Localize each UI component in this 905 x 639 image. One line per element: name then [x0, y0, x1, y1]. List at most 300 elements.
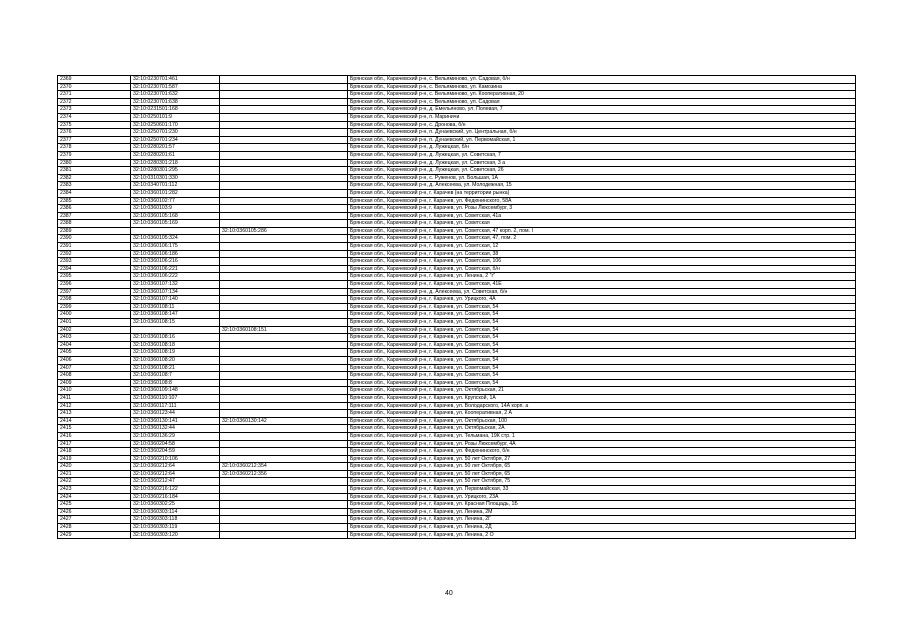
cadastral-number-cell: 32:10:0340701:112: [131, 182, 220, 190]
table-row: [58, 508, 856, 516]
address-cell: Брянская обл., Карачевский р-н, д. Алексеева, ул. Молодежная, 15: [348, 182, 856, 190]
room-cadastral-number-cell: [220, 167, 348, 175]
table-row: [58, 349, 856, 357]
room-cadastral-number-cell: 32:10:0360108:151: [220, 326, 348, 334]
row-number-cell: 2398: [58, 296, 131, 304]
cadastral-number-cell: 32:10:0360109:148: [131, 387, 220, 395]
cadastral-number-cell: 32:10:0230701:587: [131, 83, 220, 91]
address-cell: Брянская обл., Карачевский р-н, г. Карачев, ул. Советская, 54: [348, 311, 856, 319]
table-row: [58, 387, 856, 395]
row-number-cell: 2373: [58, 106, 131, 114]
row-number-cell: 2391: [58, 243, 131, 251]
address-cell: Брянская обл., Карачевский р-н, г. Карачев, ул. Советская, 47 корп. 2, пом. I: [348, 227, 856, 235]
table-row: [58, 174, 856, 182]
table-row: [58, 470, 856, 478]
table-row: [58, 205, 856, 213]
cadastral-number-cell: 32:10:0250701:234: [131, 136, 220, 144]
table-row: [58, 144, 856, 152]
room-cadastral-number-cell: [220, 182, 348, 190]
room-cadastral-number-cell: [220, 341, 348, 349]
room-cadastral-number-cell: [220, 91, 348, 99]
table-row: [58, 258, 856, 266]
row-number-cell: 2386: [58, 205, 131, 213]
address-cell: Брянская обл., Карачевский р-н, с. Вельяминово, ул. Садовая, б/н: [348, 76, 856, 84]
room-cadastral-number-cell: [220, 501, 348, 509]
row-number-cell: 2416: [58, 432, 131, 440]
table-row: [58, 250, 856, 258]
row-number-cell: 2380: [58, 159, 131, 167]
table-row: [58, 265, 856, 273]
row-number-cell: 2379: [58, 151, 131, 159]
room-cadastral-number-cell: 32:10:0360130:142: [220, 417, 348, 425]
cadastral-number-cell: 32:10:0360302:25: [131, 501, 220, 509]
table-row: [58, 98, 856, 106]
address-cell: Брянская обл., Карачевский р-н, г. Карачев, ул. Ленина, 2М: [348, 508, 856, 516]
room-cadastral-number-cell: [220, 394, 348, 402]
row-number-cell: 2408: [58, 372, 131, 380]
cadastral-number-cell: 32:10:0360107:140: [131, 296, 220, 304]
table-row: [58, 197, 856, 205]
row-number-cell: 2428: [58, 524, 131, 532]
room-cadastral-number-cell: [220, 372, 348, 380]
cadastral-number-cell: 32:10:0360106:216: [131, 258, 220, 266]
row-number-cell: 2371: [58, 91, 131, 99]
room-cadastral-number-cell: 32:10:0360105:286: [220, 227, 348, 235]
table-row: [58, 319, 856, 327]
address-cell: Брянская обл., Карачевский р-н, г. Карачев, ул. Советская, 54: [348, 379, 856, 387]
row-number-cell: 2402: [58, 326, 131, 334]
room-cadastral-number-cell: [220, 243, 348, 251]
address-cell: Брянская обл., Карачевский р-н, д. Емельяново, ул. Полевая, 7: [348, 106, 856, 114]
address-cell: Брянская обл., Карачевский р-н, г. Карачев, ул. Советская, 47, пом. 2: [348, 235, 856, 243]
table-row: [58, 311, 856, 319]
row-number-cell: 2417: [58, 440, 131, 448]
address-cell: Брянская обл., Карачевский р-н, г. Карачев, ул. Кооперативная, 2 А: [348, 410, 856, 418]
cadastral-number-cell: 32:10:0360212:64: [131, 470, 220, 478]
address-cell: Брянская обл., Карачевский р-н, г. Карачев, ул. Советская, 54: [348, 356, 856, 364]
address-cell: Брянская обл., Карачевский р-н, г. Карачев, ул. Урицкого, 4А: [348, 296, 856, 304]
row-number-cell: 2406: [58, 356, 131, 364]
address-cell: Брянская обл., Карачевский р-н, д. Лужецкая, ул. Советская, 7: [348, 151, 856, 159]
table-row: [58, 167, 856, 175]
table-row: [58, 76, 856, 84]
address-cell: Брянская обл., Карачевский р-н, г. Карачев, ул. Советская, 54: [348, 372, 856, 380]
table-row: [58, 151, 856, 159]
row-number-cell: 2378: [58, 144, 131, 152]
cadastral-number-cell: 32:10:0360105:169: [131, 220, 220, 228]
cadastral-number-cell: 32:10:0360106:222: [131, 273, 220, 281]
row-number-cell: 2392: [58, 250, 131, 258]
address-cell: Брянская обл., Карачевский р-н, с. Руженов, ул. Большая, 1А: [348, 174, 856, 182]
cadastral-number-cell: 32:10:0360107:132: [131, 281, 220, 289]
address-cell: Брянская обл., Карачевский р-н, с. Вельяминово, ул. Кооперативная, 20: [348, 91, 856, 99]
room-cadastral-number-cell: [220, 265, 348, 273]
cadastral-number-cell: 32:10:0360105:168: [131, 212, 220, 220]
room-cadastral-number-cell: [220, 121, 348, 129]
cadastral-number-cell: 32:10:0360106:186: [131, 250, 220, 258]
cadastral-number-cell: 32:10:0360132:44: [131, 425, 220, 433]
table-row: [58, 159, 856, 167]
cadastral-number-cell: 32:10:0230701:632: [131, 91, 220, 99]
property-table: [57, 75, 856, 539]
row-number-cell: 2405: [58, 349, 131, 357]
address-cell: Брянская обл., Карачевский р-н, г. Карачев, ул. Володарского, 14А корп. а: [348, 402, 856, 410]
room-cadastral-number-cell: 32:10:0360212:356: [220, 470, 348, 478]
room-cadastral-number-cell: [220, 493, 348, 501]
row-number-cell: 2399: [58, 303, 131, 311]
cadastral-number-cell: 32:10:0360123:44: [131, 410, 220, 418]
cadastral-number-cell: 32:10:0230701:638: [131, 98, 220, 106]
cadastral-number-cell: 32:10:0360106:175: [131, 243, 220, 251]
address-cell: Брянская обл., Карачевский р-н, г. Карачев, ул. Федюнинского, б/н: [348, 448, 856, 456]
cadastral-number-cell: 32:10:0360303:118: [131, 516, 220, 524]
room-cadastral-number-cell: [220, 144, 348, 152]
address-cell: Брянская обл., Карачевский р-н, г. Карачев, ул. Советская, 54: [348, 319, 856, 327]
room-cadastral-number-cell: [220, 281, 348, 289]
room-cadastral-number-cell: [220, 524, 348, 532]
address-cell: Брянская обл., Карачевский р-н, г. Карачев, ул. Советская, 54: [348, 349, 856, 357]
cadastral-number-cell: 32:10:0360108:7: [131, 372, 220, 380]
table-row: [58, 425, 856, 433]
cadastral-number-cell: 32:10:0360103:9: [131, 205, 220, 213]
address-cell: Брянская обл., Карачевский р-н, г. Карачев, ул. Розы Люксембург, 3: [348, 205, 856, 213]
cadastral-number-cell: 32:10:0280301:295: [131, 167, 220, 175]
room-cadastral-number-cell: [220, 508, 348, 516]
room-cadastral-number-cell: [220, 288, 348, 296]
room-cadastral-number-cell: [220, 516, 348, 524]
address-cell: Брянская обл., Карачевский р-н, г. Карачев, ул. Советская: [348, 220, 856, 228]
room-cadastral-number-cell: [220, 212, 348, 220]
room-cadastral-number-cell: [220, 440, 348, 448]
table-row: [58, 136, 856, 144]
table-row: [58, 281, 856, 289]
table-row: [58, 364, 856, 372]
table-row: [58, 121, 856, 129]
address-cell: Брянская обл., Карачевский р-н, с. Дронова, б/н: [348, 121, 856, 129]
address-cell: Брянская обл., Карачевский р-н, п. Мариничи: [348, 113, 856, 121]
room-cadastral-number-cell: [220, 319, 348, 327]
row-number-cell: 2384: [58, 189, 131, 197]
row-number-cell: 2377: [58, 136, 131, 144]
cadastral-number-cell: 32:10:0360210:106: [131, 455, 220, 463]
cadastral-number-cell: 32:10:0250601:170: [131, 121, 220, 129]
address-cell: Брянская обл., Карачевский р-н, г. Карачев, ул. Ленина, 2Г: [348, 516, 856, 524]
table-row: [58, 296, 856, 304]
room-cadastral-number-cell: [220, 486, 348, 494]
cadastral-number-cell: 32:10:0360108:11: [131, 303, 220, 311]
address-cell: Брянская обл., Карачевский р-н, г. Карачев, ул. Ленина, 2 "г": [348, 273, 856, 281]
table-row: [58, 356, 856, 364]
row-number-cell: 2421: [58, 470, 131, 478]
table-row: [58, 334, 856, 342]
cadastral-number-cell: 32:10:0360108:20: [131, 356, 220, 364]
room-cadastral-number-cell: [220, 273, 348, 281]
address-cell: Брянская обл., Карачевский р-н, г. Карачев, ул. Тельмана, 19К стр. 1: [348, 432, 856, 440]
cadastral-number-cell: 32:10:0280201:61: [131, 151, 220, 159]
table-row: [58, 129, 856, 137]
address-cell: Брянская обл., Карачевский р-н, г. Карачев, ул. Советская, 54: [348, 341, 856, 349]
table-row: [58, 243, 856, 251]
table-row: [58, 440, 856, 448]
row-number-cell: 2429: [58, 531, 131, 539]
row-number-cell: 2404: [58, 341, 131, 349]
address-cell: Брянская обл., Карачевский р-н, г. Карачев, ул. 50 лет Октября, 65: [348, 470, 856, 478]
row-number-cell: 2424: [58, 493, 131, 501]
address-cell: Брянская обл., Карачевский р-н, с. Вельяминово, ул. Садовая: [348, 98, 856, 106]
row-number-cell: 2422: [58, 478, 131, 486]
address-cell: Брянская обл., Карачевский р-н, г. Карачев, ул. Советская, 41а: [348, 212, 856, 220]
cadastral-number-cell: 32:10:0360107:134: [131, 288, 220, 296]
table-row: [58, 212, 856, 220]
row-number-cell: 2401: [58, 319, 131, 327]
address-cell: Брянская обл., Карачевский р-н, г. Карачев, ул. Розы Люксембург, 4А: [348, 440, 856, 448]
row-number-cell: 2376: [58, 129, 131, 137]
table-row: [58, 417, 856, 425]
room-cadastral-number-cell: [220, 478, 348, 486]
row-number-cell: 2420: [58, 463, 131, 471]
address-cell: Брянская обл., Карачевский р-н, г. Карачев, ул. Советская, 41Е: [348, 281, 856, 289]
table-row: [58, 448, 856, 456]
room-cadastral-number-cell: [220, 106, 348, 114]
table-row: [58, 493, 856, 501]
row-number-cell: 2387: [58, 212, 131, 220]
table-row: [58, 463, 856, 471]
cadastral-number-cell: 32:10:0360303:114: [131, 508, 220, 516]
room-cadastral-number-cell: [220, 136, 348, 144]
cadastral-number-cell: 32:10:0360108:21: [131, 364, 220, 372]
address-cell: Брянская обл., Карачевский р-н, п. Дунаевский, ул. Первомайская, 1: [348, 136, 856, 144]
table-row: [58, 394, 856, 402]
cadastral-number-cell: 32:10:0360108:18: [131, 341, 220, 349]
table-row: [58, 113, 856, 121]
table-row: [58, 106, 856, 114]
room-cadastral-number-cell: [220, 349, 348, 357]
address-cell: Брянская обл., Карачевский р-н, д. Лужецкая, ул. Советская, 26: [348, 167, 856, 175]
cadastral-number-cell: [131, 227, 220, 235]
row-number-cell: 2400: [58, 311, 131, 319]
cadastral-number-cell: 32:10:0360212:47: [131, 478, 220, 486]
table-row: [58, 372, 856, 380]
cadastral-number-cell: 32:10:0360204:59: [131, 448, 220, 456]
room-cadastral-number-cell: [220, 174, 348, 182]
table-row: [58, 455, 856, 463]
row-number-cell: 2413: [58, 410, 131, 418]
room-cadastral-number-cell: [220, 98, 348, 106]
table-row: [58, 326, 856, 334]
table-row: [58, 83, 856, 91]
table-row: [58, 410, 856, 418]
cadastral-number-cell: 32:10:0360108:16: [131, 334, 220, 342]
room-cadastral-number-cell: [220, 76, 348, 84]
cadastral-number-cell: 32:10:0230701:461: [131, 76, 220, 84]
table-row: [58, 91, 856, 99]
address-cell: Брянская обл., Карачевский р-н, г. Карачев, ул. 50 лет Октября, 27: [348, 455, 856, 463]
room-cadastral-number-cell: [220, 425, 348, 433]
row-number-cell: 2394: [58, 265, 131, 273]
table-row: [58, 235, 856, 243]
address-cell: Брянская обл., Карачевский р-н, д. Алексеева, ул. Советская, б/н: [348, 288, 856, 296]
row-number-cell: 2382: [58, 174, 131, 182]
address-cell: Брянская обл., Карачевский р-н, г. Карачев, ул. Советская, 106: [348, 258, 856, 266]
address-cell: Брянская обл., Карачевский р-н, г. Карачев, ул. Урицкого, 23А: [348, 493, 856, 501]
address-cell: Брянская обл., Карачевский р-н, г. Карачев, ул. Советская, 12: [348, 243, 856, 251]
room-cadastral-number-cell: [220, 205, 348, 213]
row-number-cell: 2370: [58, 83, 131, 91]
address-cell: Брянская обл., Карачевский р-н, г. Карачев, ул. Первомайская, 33: [348, 486, 856, 494]
address-cell: Брянская обл., Карачевский р-н, г. Карачев, ул. Октябрьская, 2А: [348, 425, 856, 433]
row-number-cell: 2412: [58, 402, 131, 410]
cadastral-number-cell: 32:10:0310301:330: [131, 174, 220, 182]
cadastral-number-cell: 32:10:0360303:119: [131, 524, 220, 532]
table-row: [58, 501, 856, 509]
row-number-cell: 2374: [58, 113, 131, 121]
address-cell: Брянская обл., Карачевский р-н, г. Карачев, ул. 50 лет Октября, 75: [348, 478, 856, 486]
row-number-cell: 2415: [58, 425, 131, 433]
room-cadastral-number-cell: [220, 531, 348, 539]
row-number-cell: 2426: [58, 508, 131, 516]
room-cadastral-number-cell: [220, 379, 348, 387]
room-cadastral-number-cell: [220, 220, 348, 228]
row-number-cell: 2381: [58, 167, 131, 175]
table-row: [58, 402, 856, 410]
cadastral-number-cell: 32:10:0360130:141: [131, 417, 220, 425]
table-row: [58, 227, 856, 235]
row-number-cell: 2390: [58, 235, 131, 243]
table-row: [58, 516, 856, 524]
row-number-cell: 2427: [58, 516, 131, 524]
row-number-cell: 2396: [58, 281, 131, 289]
table-row: [58, 379, 856, 387]
room-cadastral-number-cell: [220, 432, 348, 440]
table-row: [58, 288, 856, 296]
cadastral-number-cell: 32:10:0250701:230: [131, 129, 220, 137]
room-cadastral-number-cell: [220, 448, 348, 456]
room-cadastral-number-cell: [220, 189, 348, 197]
room-cadastral-number-cell: [220, 402, 348, 410]
room-cadastral-number-cell: [220, 197, 348, 205]
row-number-cell: 2418: [58, 448, 131, 456]
address-cell: Брянская обл., Карачевский р-н, г. Карачев, ул. Октябрьская, 100: [348, 417, 856, 425]
address-cell: Брянская обл., Карачевский р-н, г. Карачев, ул. Октябрьская, 21: [348, 387, 856, 395]
row-number-cell: 2393: [58, 258, 131, 266]
room-cadastral-number-cell: [220, 129, 348, 137]
row-number-cell: 2425: [58, 501, 131, 509]
table-row: [58, 486, 856, 494]
address-cell: Брянская обл., Карачевский р-н, г. Карачев, ул. Советская, 54: [348, 326, 856, 334]
row-number-cell: 2395: [58, 273, 131, 281]
address-cell: Брянская обл., Карачевский р-н, г. Карачев, ул. Красная Площадь, 1Б: [348, 501, 856, 509]
row-number-cell: 2372: [58, 98, 131, 106]
row-number-cell: 2369: [58, 76, 131, 84]
cadastral-number-cell: 32:10:0360110:107: [131, 394, 220, 402]
table-row: [58, 478, 856, 486]
cadastral-number-cell: 32:10:0360204:58: [131, 440, 220, 448]
room-cadastral-number-cell: [220, 356, 348, 364]
room-cadastral-number-cell: [220, 303, 348, 311]
row-number-cell: 2414: [58, 417, 131, 425]
cadastral-number-cell: 32:10:0280201:57: [131, 144, 220, 152]
room-cadastral-number-cell: [220, 296, 348, 304]
table-row: [58, 182, 856, 190]
cadastral-number-cell: 32:10:0360106:221: [131, 265, 220, 273]
cadastral-number-cell: 32:10:0360216:122: [131, 486, 220, 494]
table-row: [58, 189, 856, 197]
cadastral-number-cell: 32:10:0360216:184: [131, 493, 220, 501]
room-cadastral-number-cell: [220, 364, 348, 372]
address-cell: Брянская обл., Карачевский р-н, г. Карачев, ул. Советская, 54: [348, 334, 856, 342]
address-cell: Брянская обл., Карачевский р-н, п. Дунаевский, ул. Центральная, б/н: [348, 129, 856, 137]
cadastral-number-cell: 32:10:0360136:29: [131, 432, 220, 440]
cadastral-number-cell: 32:10:0360108:19: [131, 349, 220, 357]
row-number-cell: 2407: [58, 364, 131, 372]
address-cell: Брянская обл., Карачевский р-н, г. Карачев, ул. Крупской, 1А: [348, 394, 856, 402]
row-number-cell: 2410: [58, 387, 131, 395]
row-number-cell: 2403: [58, 334, 131, 342]
room-cadastral-number-cell: [220, 334, 348, 342]
address-cell: Брянская обл., Карачевский р-н, д. Лужецкая, б/н: [348, 144, 856, 152]
address-cell: Брянская обл., Карачевский р-н, г. Карачев, ул. Советская, 38: [348, 250, 856, 258]
cadastral-number-cell: 32:10:0360212:64: [131, 463, 220, 471]
cadastral-number-cell: 32:10:0360108:8: [131, 379, 220, 387]
property-table-body: [58, 76, 856, 539]
address-cell: Брянская обл., Карачевский р-н, с. Вельяминово, ул. Камозина: [348, 83, 856, 91]
table-row: [58, 531, 856, 539]
room-cadastral-number-cell: [220, 151, 348, 159]
row-number-cell: 2409: [58, 379, 131, 387]
table-row: [58, 432, 856, 440]
cadastral-number-cell: 32:10:0231501:168: [131, 106, 220, 114]
page-number: 40: [445, 590, 453, 597]
table-row: [58, 303, 856, 311]
cadastral-number-cell: 32:10:0360303:120: [131, 531, 220, 539]
address-cell: Брянская обл., Карачевский р-н, г. Карачев, ул. Советская, б/н: [348, 265, 856, 273]
cadastral-number-cell: 32:10:0360101:282: [131, 189, 220, 197]
cadastral-number-cell: 32:10:0280301:218: [131, 159, 220, 167]
cadastral-number-cell: 32:10:0360108:15: [131, 319, 220, 327]
row-number-cell: 2385: [58, 197, 131, 205]
room-cadastral-number-cell: [220, 159, 348, 167]
room-cadastral-number-cell: [220, 250, 348, 258]
row-number-cell: 2375: [58, 121, 131, 129]
address-cell: Брянская обл., Карачевский р-н, г. Карачев, ул. Ленина, 2Д: [348, 524, 856, 532]
table-row: [58, 273, 856, 281]
address-cell: Брянская обл., Карачевский р-н, г. Карачев (на территории рынка): [348, 189, 856, 197]
cadastral-number-cell: 32:10:0360105:324: [131, 235, 220, 243]
address-cell: Брянская обл., Карачевский р-н, г. Карачев, ул. Федюнинского, 58А: [348, 197, 856, 205]
cadastral-number-cell: 32:10:0360117:111: [131, 402, 220, 410]
address-cell: Брянская обл., Карачевский р-н, д. Лужецкая, ул. Советская, 3 а: [348, 159, 856, 167]
room-cadastral-number-cell: [220, 387, 348, 395]
room-cadastral-number-cell: [220, 83, 348, 91]
cadastral-number-cell: 32:10:0360102:77: [131, 197, 220, 205]
room-cadastral-number-cell: [220, 410, 348, 418]
row-number-cell: 2383: [58, 182, 131, 190]
cadastral-number-cell: [131, 326, 220, 334]
table-row: [58, 220, 856, 228]
table-row: [58, 524, 856, 532]
cadastral-number-cell: 32:10:0360108:147: [131, 311, 220, 319]
room-cadastral-number-cell: [220, 235, 348, 243]
row-number-cell: 2389: [58, 227, 131, 235]
address-cell: Брянская обл., Карачевский р-н, г. Карачев, ул. Ленина, 2 О: [348, 531, 856, 539]
row-number-cell: 2419: [58, 455, 131, 463]
row-number-cell: 2423: [58, 486, 131, 494]
room-cadastral-number-cell: [220, 258, 348, 266]
row-number-cell: 2411: [58, 394, 131, 402]
address-cell: Брянская обл., Карачевский р-н, г. Карачев, ул. 50 лет Октября, 65: [348, 463, 856, 471]
row-number-cell: 2388: [58, 220, 131, 228]
row-number-cell: 2397: [58, 288, 131, 296]
